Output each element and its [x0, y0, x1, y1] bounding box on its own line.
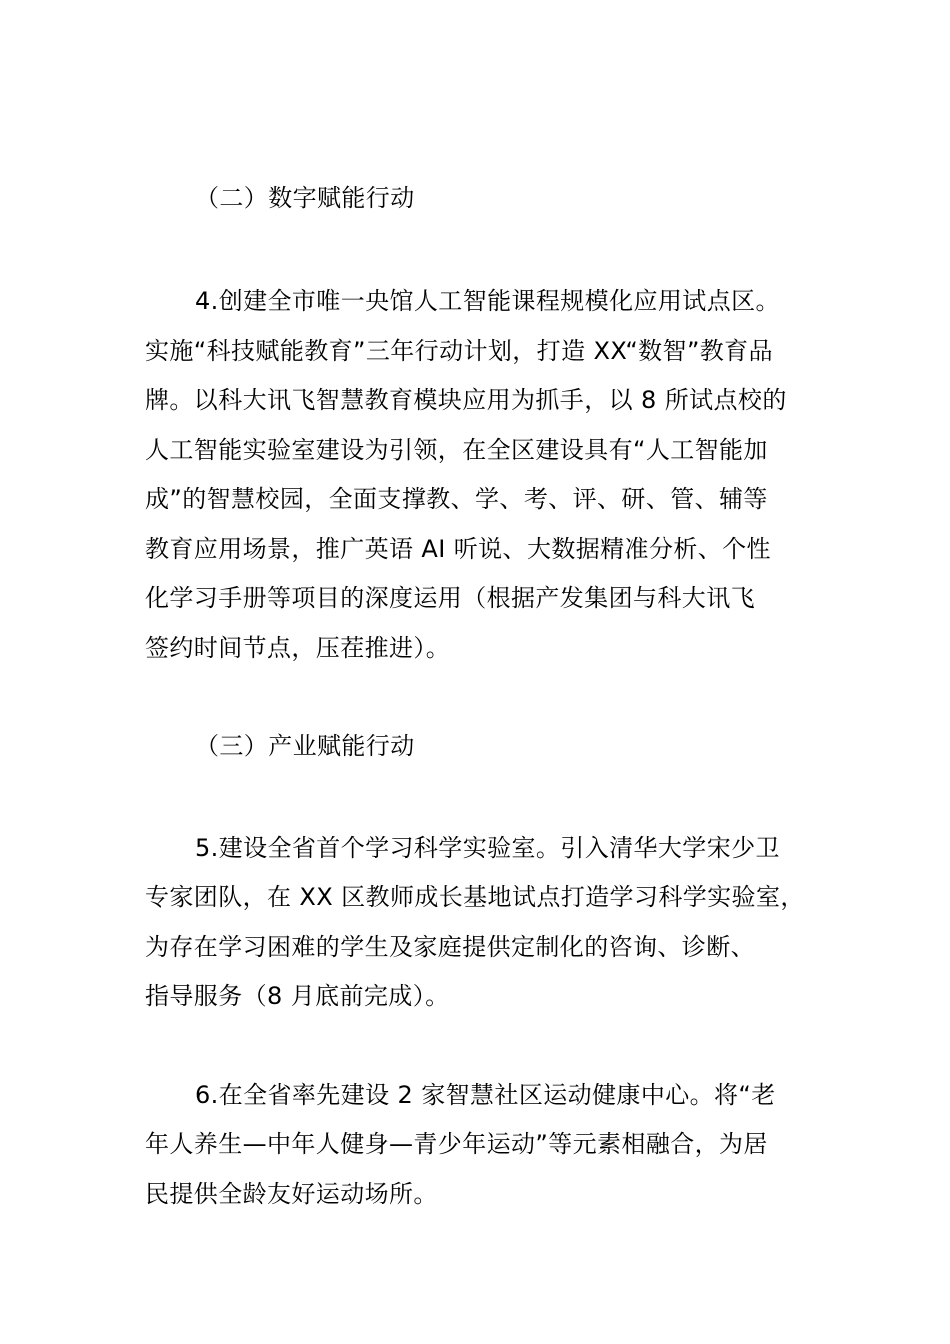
item-5-line-3: 为存在学习困难的学生及家庭提供定制化的咨询、诊断、: [145, 933, 755, 961]
item-5-line-1: 5.建设全省首个学习科学实验室。引入清华大学宋少卫: [195, 834, 780, 862]
item-4-line-3: 牌。以科大讯飞智慧教育模块应用为抓手，以 8 所试点校的: [145, 386, 787, 414]
item-4-line-8: 签约时间节点，压茬推进）。: [145, 634, 451, 662]
item-5-line-2: 专家团队，在 XX 区教师成长基地试点打造学习科学实验室，: [145, 883, 805, 911]
item-4-line-5: 成”的智慧校园，全面支撑教、学、考、评、研、管、辅等: [145, 485, 768, 513]
item-6-line-1: 6.在全省率先建设 2 家智慧社区运动健康中心。将“老: [195, 1081, 776, 1109]
item-4-line-2: 实施“科技赋能教育”三年行动计划，打造 XX“数智”教育品: [145, 337, 773, 365]
item-6-line-3: 民提供全龄友好运动场所。: [145, 1180, 438, 1208]
item-6-line-2: 年人养生—中年人健身—青少年运动”等元素相融合，为居: [145, 1130, 768, 1158]
item-4-line-6: 教育应用场景，推广英语 AI 听说、大数据精准分析、个性: [145, 535, 771, 563]
item-5-line-4: 指导服务（8 月底前完成）。: [145, 982, 450, 1010]
section-heading-2: （二）数字赋能行动: [195, 184, 415, 212]
section-heading-3: （三）产业赋能行动: [195, 732, 415, 760]
item-4-line-7: 化学习手册等项目的深度运用（根据产发集团与科大讯飞: [145, 584, 755, 612]
item-4-line-4: 人工智能实验室建设为引领，在全区建设具有“人工智能加: [145, 436, 768, 464]
item-4-line-1: 4.创建全市唯一央馆人工智能课程规模化应用试点区。: [195, 287, 780, 315]
